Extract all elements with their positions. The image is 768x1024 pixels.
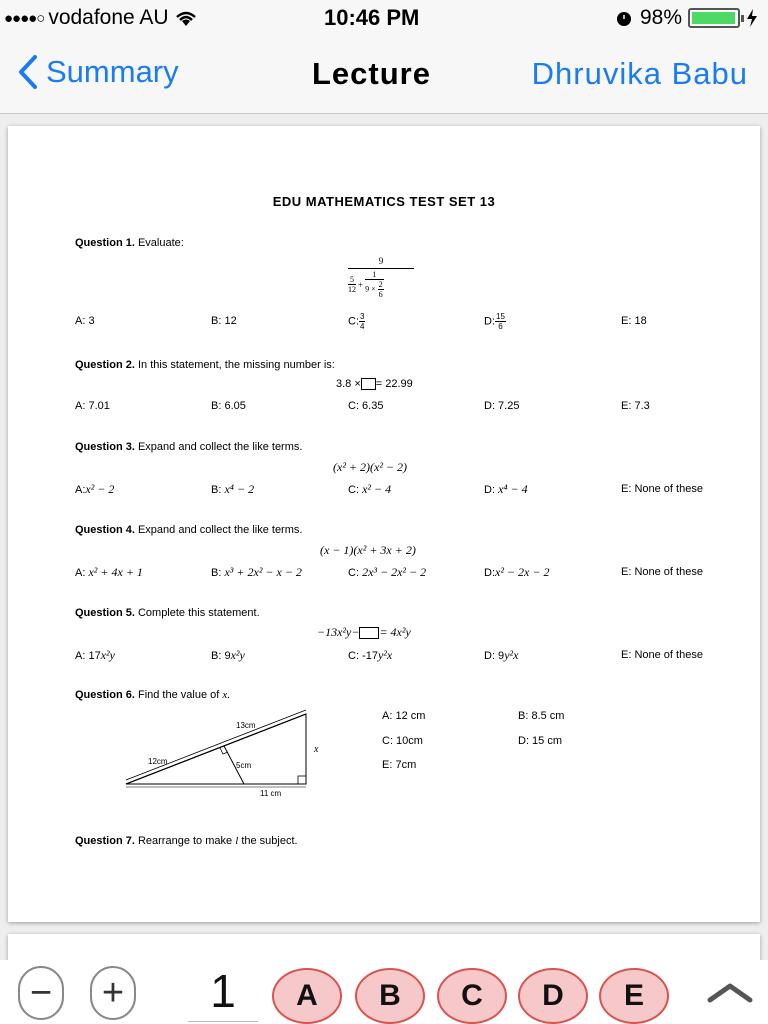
- option-e: E: None of these: [621, 566, 703, 578]
- signal-icon: ●●●●○: [4, 9, 45, 27]
- option-e: E: 7.3: [621, 400, 650, 412]
- question-3: Question 3. Expand and collect the like terms.: [75, 441, 303, 453]
- question-text: Evaluate:: [137, 237, 184, 249]
- option-c: C: x² − 4: [348, 482, 392, 496]
- expression-fraction: 1 9 × $\frac{2}{6}$: [365, 270, 383, 299]
- plus-icon: +: [101, 971, 125, 1014]
- question-1-expression: 9 $\frac{5}{12}$ + 1 9 × $\frac{2}{6}$: [348, 256, 414, 299]
- alarm-icon: [614, 8, 634, 28]
- answer-button-c[interactable]: C: [437, 968, 507, 1024]
- question-4-expression: (x − 1)(x² + 3x + 2): [320, 543, 416, 557]
- option-b: B: 9x²y: [211, 648, 245, 662]
- chevron-left-icon: [18, 55, 38, 89]
- question-6: Question 6. Find the value of x.: [75, 689, 231, 701]
- option-e: E: 7cm: [382, 759, 417, 771]
- wifi-icon: [173, 8, 199, 28]
- option-d: D: 15 cm: [518, 735, 563, 747]
- navigation-bar: [0, 36, 768, 114]
- option-d: D: 7.25: [484, 400, 520, 412]
- question-1: [75, 237, 184, 249]
- question-7: Question 7. Rearrange to make l the subject.: [75, 835, 298, 847]
- question-5: Question 5. Complete this statement.: [75, 607, 260, 619]
- document-title: EDU MATHEMATICS TEST SET 13: [272, 194, 496, 209]
- answer-button-d[interactable]: D: [518, 968, 588, 1024]
- option-d: D:x² − 2x − 2: [484, 565, 550, 579]
- option-a: A:x² − 2: [75, 482, 115, 496]
- battery-fill: [692, 12, 735, 24]
- option-b: B: 6.05: [211, 400, 246, 412]
- option-e: E: None of these: [621, 483, 703, 495]
- page-number[interactable]: 1: [188, 964, 258, 1022]
- expression-fraction: $\frac{5}{12}$: [348, 275, 356, 294]
- carrier-name: vodafone AU: [48, 6, 169, 29]
- figure-label-x: x: [314, 744, 319, 755]
- option-d: D: $\frac{15}{6}$: [484, 312, 505, 331]
- option-b: B: 8.5 cm: [518, 710, 565, 722]
- zoom-in-button[interactable]: [90, 966, 136, 1020]
- option-a: A: 17x²y: [75, 648, 115, 662]
- option-c: C: 2x³ − 2x² − 2: [348, 565, 427, 579]
- option-a: A: 3: [75, 315, 95, 327]
- option-b: B: x³ + 2x² − x − 2: [211, 565, 302, 579]
- option-a: A: x² + 4x + 1: [75, 565, 143, 579]
- question-5-expression: −13x²y− = 4x²y: [317, 625, 411, 639]
- page-title: Lecture: [312, 56, 431, 91]
- battery-icon: [688, 8, 740, 28]
- battery-percent: 98%: [639, 6, 682, 29]
- figure-label-hyp: 13cm: [236, 721, 256, 730]
- chevron-up-icon[interactable]: [706, 980, 754, 1004]
- option-c: C: 10cm: [382, 735, 423, 747]
- option-b: B: 12: [211, 315, 237, 327]
- answer-button-a[interactable]: A: [272, 968, 342, 1024]
- answer-box: [361, 378, 376, 390]
- charging-icon: [746, 8, 758, 28]
- document-page: [8, 126, 760, 922]
- figure-label-base: 12cm: [148, 757, 168, 766]
- question-label: Question 1.: [75, 237, 135, 249]
- minus-icon: −: [29, 971, 53, 1014]
- answer-box: [359, 627, 379, 639]
- expression-numerator: 9: [348, 256, 414, 269]
- question-2: Question 2. In this statement, the missing number is:: [75, 359, 335, 371]
- option-a: A: 12 cm: [382, 710, 426, 722]
- zoom-out-button[interactable]: [18, 966, 64, 1020]
- answer-button-b[interactable]: B: [355, 968, 425, 1024]
- question-2-expression: 3.8 × = 22.99: [336, 378, 413, 390]
- back-label: Summary: [46, 54, 179, 89]
- option-e: E: None of these: [621, 649, 703, 661]
- option-c: C: $\frac{3}{4}$: [348, 312, 365, 331]
- question-3-expression: (x² + 2)(x² − 2): [333, 460, 408, 474]
- option-d: D: x⁴ − 4: [484, 482, 528, 496]
- user-name[interactable]: Dhruvika Babu: [531, 56, 748, 91]
- figure-label-inner: 5cm: [236, 761, 252, 770]
- option-e: E: 18: [621, 315, 647, 327]
- status-time: 10:46 PM: [324, 5, 420, 30]
- answer-button-e[interactable]: E: [599, 968, 669, 1024]
- figure-label-bottom: 11 cm: [260, 789, 282, 798]
- back-button[interactable]: [18, 54, 179, 90]
- triangle-figure: [120, 708, 320, 798]
- option-d: D: 9y²x: [484, 648, 519, 662]
- option-c: C: -17y²x: [348, 648, 393, 662]
- option-c: C: 6.35: [348, 400, 384, 412]
- question-4: Question 4. Expand and collect the like terms.: [75, 524, 303, 536]
- status-bar: [0, 0, 768, 36]
- option-a: A: 7.01: [75, 400, 110, 412]
- option-b: B: x⁴ − 2: [211, 482, 255, 496]
